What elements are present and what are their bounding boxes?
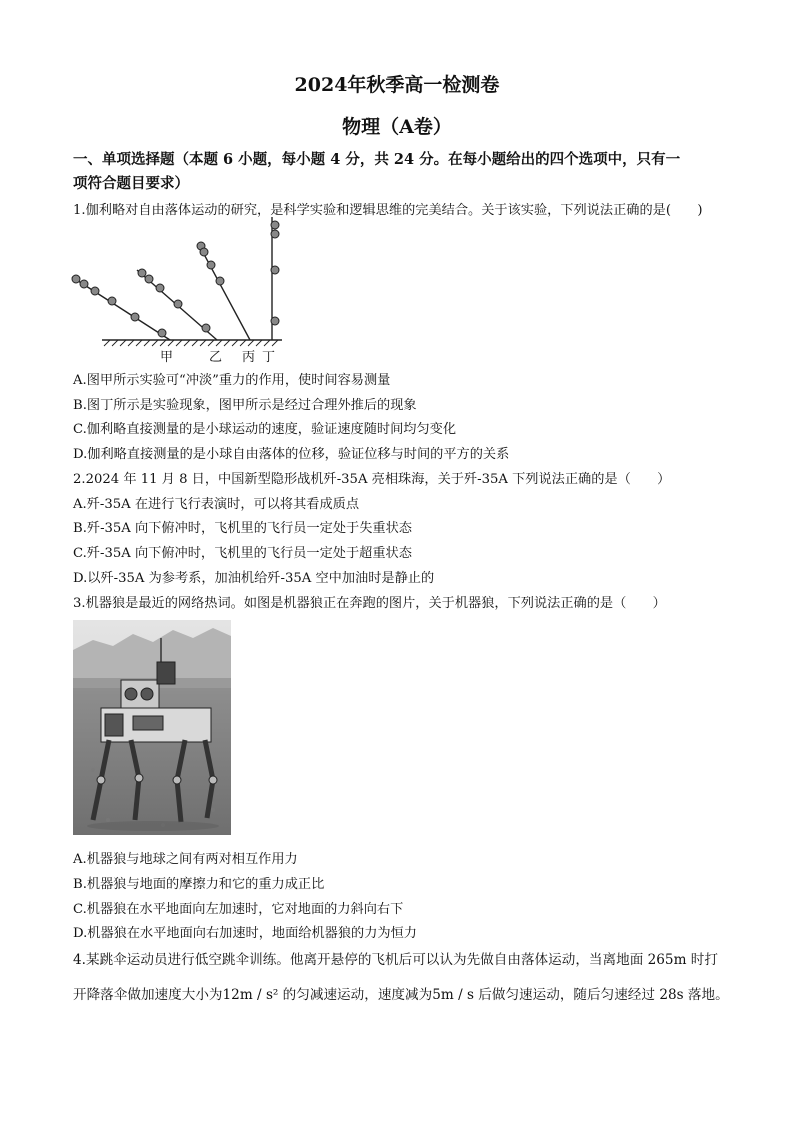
ball [200, 248, 208, 256]
q1-option-d: D.伽利略直接测量的是小球自由落体的位移，验证位移与时间的平方的关系 [73, 447, 510, 462]
ball [174, 300, 182, 308]
q1-option-b: B.图丁所示是实验现象，图甲所示是经过合理外推后的现象 [73, 398, 417, 413]
ball [202, 324, 210, 332]
label-yi: 乙 [209, 350, 223, 365]
q1-stem: 1.伽利略对自由落体运动的研究，是科学实验和逻辑思维的完美结合。关于该实验，下列说法正确的是( ) [73, 203, 703, 218]
ball [108, 297, 116, 305]
ball [91, 287, 99, 295]
shadow [87, 821, 219, 831]
label-ding: 丁 [262, 350, 276, 365]
q3-option-b: B.机器狼与地面的摩擦力和它的重力成正比 [73, 877, 325, 892]
ball [138, 269, 146, 277]
q3-option-a: A.机器狼与地球之间有两对相互作用力 [73, 852, 298, 867]
q4-line2: 开降落伞做加速度大小为12m / s² 的匀减速运动，速度减为5m / s 后做匀速运动，随后匀速经过 28s 落地。 [73, 987, 729, 1003]
q1-option-a: A.图甲所示实验可“冲淡”重力的作用，使时间容易测量 [73, 373, 391, 388]
ball [271, 266, 279, 274]
ball [271, 230, 279, 238]
q3-option-d: D.机器狼在水平地面向右加速时，地面给机器狼的力为恒力 [73, 926, 417, 941]
ball [72, 275, 80, 283]
ball [80, 280, 88, 288]
ball [271, 317, 279, 325]
exam-title: 2024年秋季高一检测卷 [294, 74, 500, 96]
section-heading-line1: 一、单项选择题（本题 6 小题，每小题 4 分，共 24 分。在每小题给出的四个选项中，只有一 [73, 151, 681, 168]
q3-stem: 3.机器狼是最近的网络热词。如图是机器狼正在奔跑的图片，关于机器狼，下列说法正确的是（ ） [73, 596, 666, 611]
ball [131, 313, 139, 321]
q3-option-c: C.机器狼在水平地面向左加速时，它对地面的力斜向右下 [73, 902, 404, 917]
q2-option-c: C.歼-35A 向下俯冲时，飞机里的飞行员一定处于超重状态 [73, 546, 412, 561]
q2-option-d: D.以歼-35A 为参考系，加油机给歼-35A 空中加油时是静止的 [73, 571, 435, 586]
q1-option-c: C.伽利略直接测量的是小球运动的速度，验证速度随时间均匀变化 [73, 422, 457, 437]
ball [156, 284, 164, 292]
q4-line1: 4.某跳伞运动员进行低空跳伞训练。他离开悬停的飞机后可以认为先做自由落体运动，当离地面 265m 时打 [73, 952, 718, 968]
label-jia: 甲 [160, 350, 174, 365]
ball [216, 277, 224, 285]
section-heading-line2: 项符合题目要求） [73, 175, 189, 192]
ball [271, 221, 279, 229]
ball [207, 261, 215, 269]
q2-option-a: A.歼-35A 在进行飞行表演时，可以将其看成质点 [73, 497, 360, 512]
label-bing: 丙 [242, 350, 256, 365]
ball [145, 275, 153, 283]
q2-option-b: B.歼-35A 向下俯冲时，飞机里的飞行员一定处于失重状态 [73, 521, 412, 536]
q2-stem: 2.2024 年 11 月 8 日，中国新型隐形战机歼-35A 亮相珠海，关于歼-35A 下列说法正确的是（ ） [73, 472, 671, 487]
sensor-box [157, 662, 175, 684]
galileo-incline-figure [70, 215, 290, 365]
exam-subtitle: 物理（A卷） [342, 116, 452, 138]
robot-wolf-photo [73, 620, 231, 835]
ball [158, 329, 166, 337]
